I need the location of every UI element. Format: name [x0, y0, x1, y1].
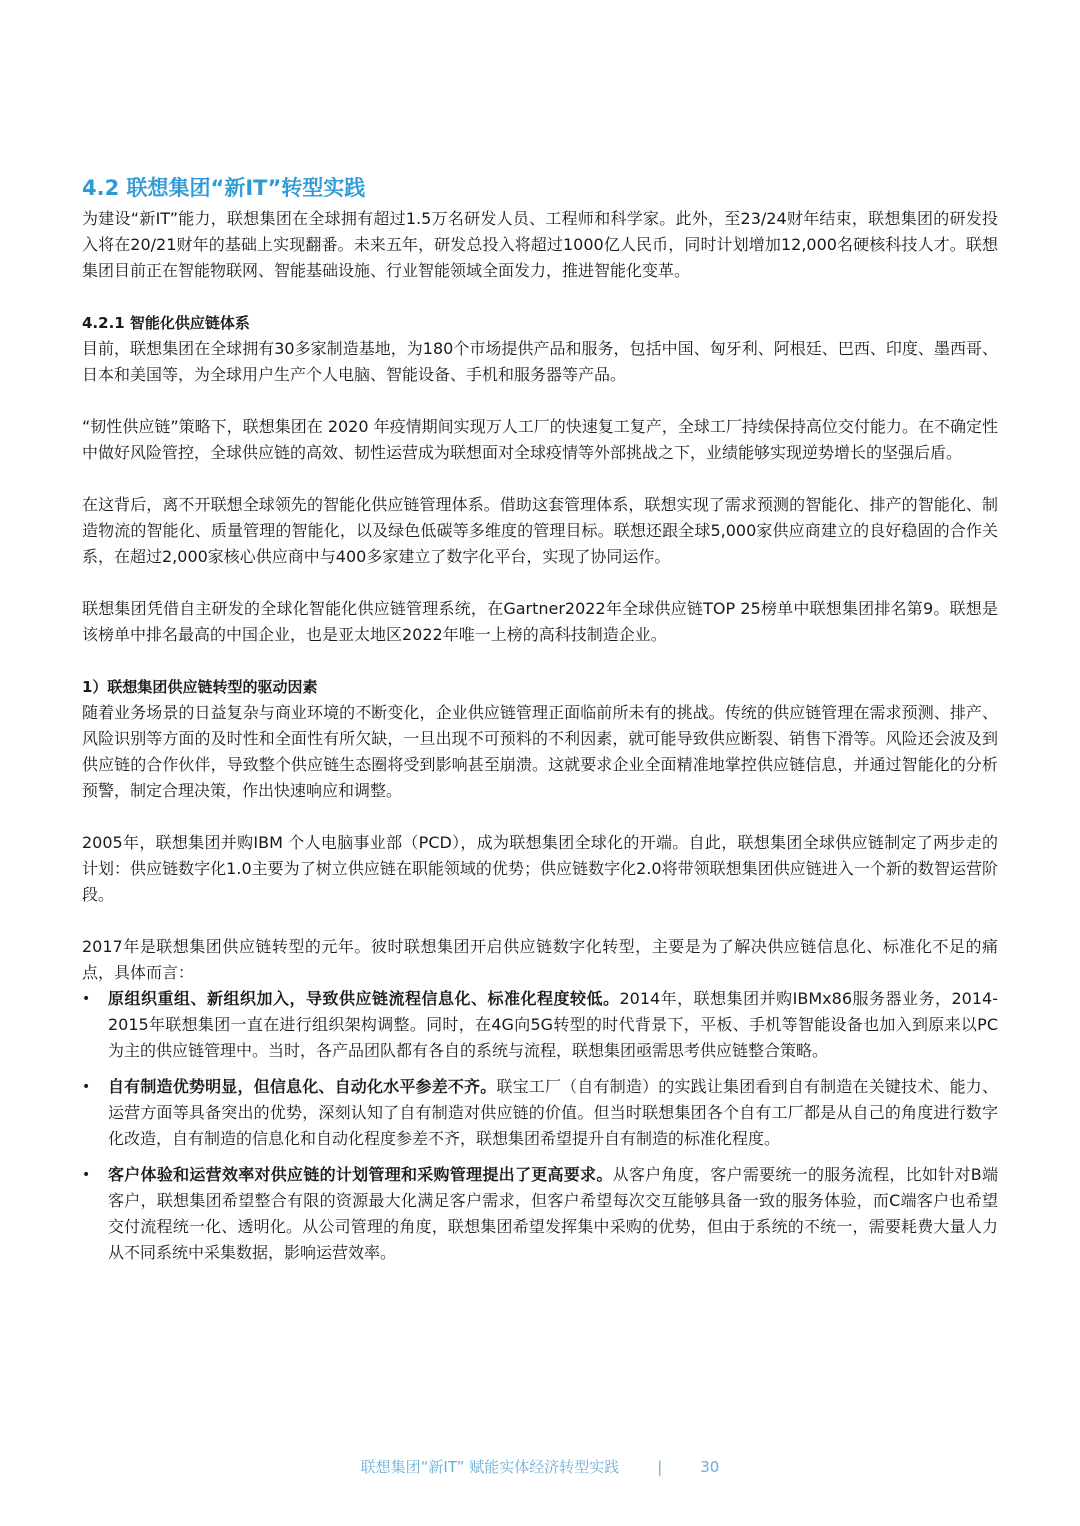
page-number: 30 [700, 1458, 720, 1476]
list-item [82, 986, 998, 1064]
drivers-paragraph-2: 2005年，联想集团并购IBM 个人电脑事业部（PCD），成为联想集团全球化的开端。自此，联想集团全球供应链制定了两步走的计划：供应链数字化1.0主要为了树立供应链在职能领域的优势；供应链数字化2.0将带领联想集团供应链进入一个新的数智运营阶段。 [82, 833, 998, 904]
bullet-text: 2014年，联想集团并购IBMx86服务器业务，2014-2015年联想集团一直在进行组织架构调整。同时，在4G向5G转型的时代背景下，平板、手机等智能设备也加入到原来以PC为主的供应链管理中。当时，各产品团队都有各自的系统与流程，联想集团亟需思考供应链整合策略。 [108, 989, 998, 1060]
page-footer [0, 1455, 1080, 1479]
drivers-title: 1）联想集团供应链转型的驱动因素 [82, 678, 318, 696]
subsection-paragraph-2: “韧性供应链”策略下，联想集团在 2020 年疫情期间实现万人工厂的快速复工复产，全球工厂持续保持高位交付能力。在不确定性中做好风险管控，全球供应链的高效、韧性运营成为联想面对全球疫情等外部挑战之下，业绩能够实现逆势增长的坚强后盾。 [82, 417, 998, 462]
section-intro: 为建设“新IT”能力，联想集团在全球拥有超过1.5万名研发人员、工程师和科学家。此外，至23/24财年结束，联想集团的研发投入将在20/21财年的基础上实现翻番。未来五年，研发总投入将超过1000亿人民币，同时计划增加12,000名硬核科技人才。联想集团目前正在智能物联网、智能基础设施、行业智能领域全面发力，推进智能化变革。 [82, 209, 998, 280]
bullet-icon: • [82, 1079, 91, 1095]
list-item [82, 1162, 998, 1266]
list-item [82, 1074, 998, 1152]
subsection-paragraph-4: 联想集团凭借自主研发的全球化智能化供应链管理系统，在Gartner2022年全球供应链TOP 25榜单中联想集团排名第9。联想是该榜单中排名最高的中国企业，也是亚太地区2022年唯一上榜的高科技制造企业。 [82, 599, 998, 644]
bullet-lead: 客户体验和运营效率对供应链的计划管理和采购管理提出了更高要求。 [108, 1165, 613, 1184]
drivers-paragraph-3: 2017年是联想集团供应链转型的元年。彼时联想集团开启供应链数字化转型，主要是为了解决供应链信息化、标准化不足的痛点，具体而言： [82, 937, 998, 982]
subsection-title: 4.2.1 智能化供应链体系 [82, 314, 250, 332]
drivers-paragraph-1: 随着业务场景的日益复杂与商业环境的不断变化，企业供应链管理正面临前所未有的挑战。传统的供应链管理在需求预测、排产、风险识别等方面的及时性和全面性有所欠缺，一旦出现不可预料的不利因素，就可能导致供应断裂、销售下滑等。风险还会波及到供应链的合作伙伴，导致整个供应链生态圈将受到影响甚至崩溃。这就要求企业全面精准地掌控供应链信息，并通过智能化的分析预警，制定合理决策，作出快速响应和调整。 [82, 703, 998, 800]
bullet-text: 从客户角度，客户需要统一的服务流程，比如针对B端客户，联想集团希望整合有限的资源最大化满足客户需求，但客户希望每次交互能够具备一致的服务体验，而C端客户也希望交付流程统一化、透明化。从公司管理的角度，联想集团希望发挥集中采购的优势，但由于系统的不统一，需要耗费大量人力从不同系统中采集数据，影响运营效率。 [108, 1165, 998, 1262]
bullet-text: 联宝工厂（自有制造）的实践让集团看到自有制造在关键技术、能力、运营方面等具备突出的优势，深刻认知了自有制造对供应链的价值。但当时联想集团各个自有工厂都是从自己的角度进行数字化改造，自有制造的信息化和自动化程度参差不齐，联想集团希望提升自有制造的标准化程度。 [108, 1077, 998, 1148]
section-title: 4.2 联想集团“新IT”转型实践 [82, 176, 366, 200]
bullet-icon: • [82, 1167, 91, 1183]
footer-separator: | [657, 1458, 663, 1476]
footer-title: 联想集团“新IT” 赋能实体经济转型实践 [360, 1458, 620, 1476]
subsection-paragraph-3: 在这背后，离不开联想全球领先的智能化供应链管理体系。借助这套管理体系，联想实现了需求预测的智能化、排产的智能化、制造物流的智能化、质量管理的智能化，以及绿色低碳等多维度的管理目标。联想还跟全球5,000家供应商建立的良好稳固的合作关系，在超过2,000家核心供应商中与400多家建立了数字化平台，实现了协同运作。 [82, 495, 998, 566]
bullet-lead: 原组织重组、新组织加入，导致供应链流程信息化、标准化程度较低。 [108, 989, 620, 1008]
drivers-bullet-list [82, 986, 998, 1266]
bullet-lead: 自有制造优势明显，但信息化、自动化水平参差不齐。 [108, 1077, 497, 1096]
bullet-icon: • [82, 991, 91, 1007]
page-content [82, 170, 998, 1276]
subsection-paragraph-1: 目前，联想集团在全球拥有30多家制造基地，为180个市场提供产品和服务，包括中国、匈牙利、阿根廷、巴西、印度、墨西哥、日本和美国等，为全球用户生产个人电脑、智能设备、手机和服务器等产品。 [82, 339, 998, 384]
